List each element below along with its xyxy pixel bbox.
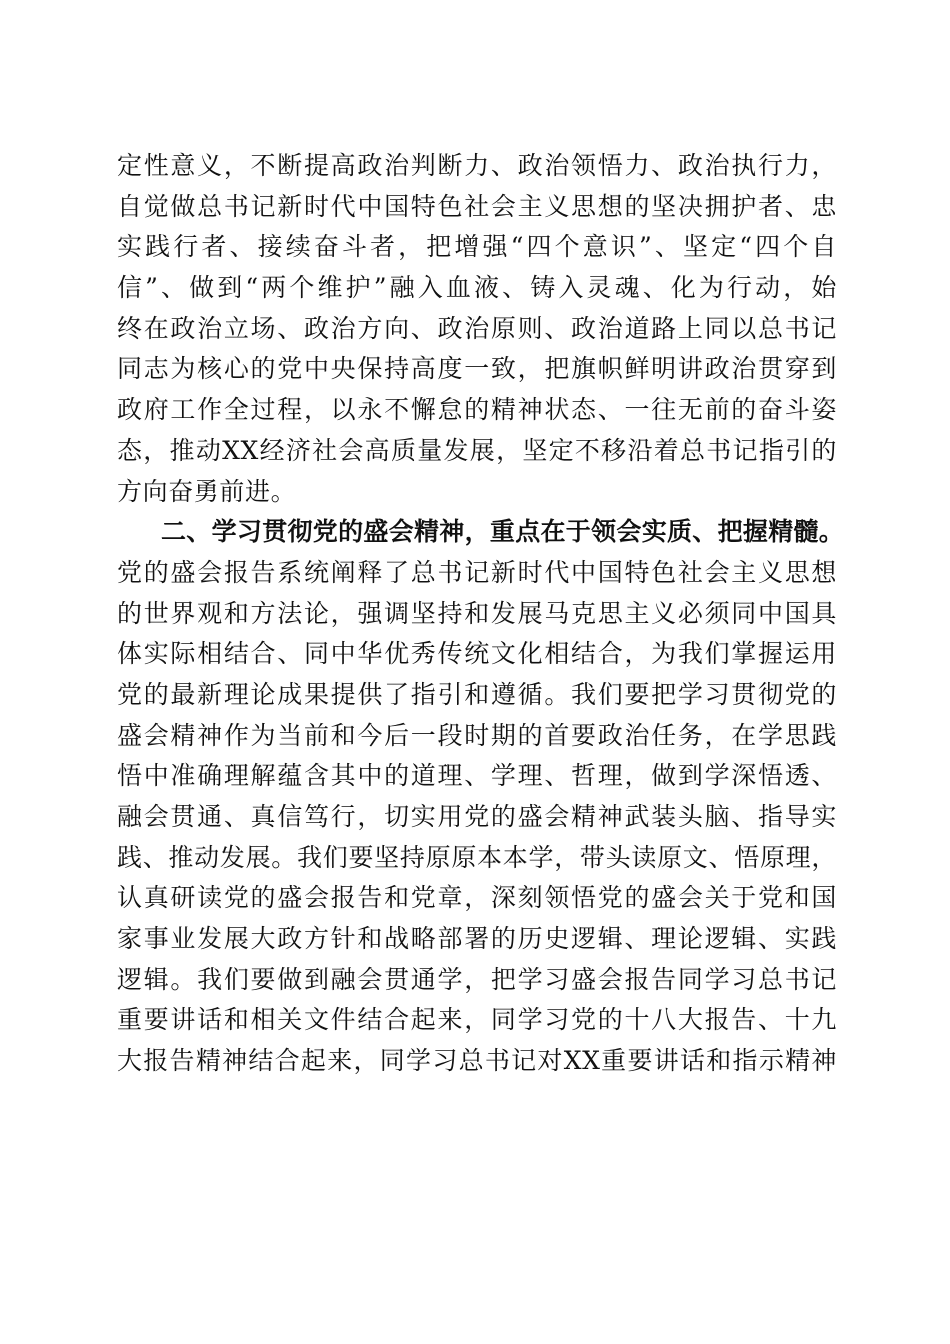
text-line: 体实际相结合、同中华优秀传统文化相结合，为我们掌握运用	[117, 639, 837, 669]
text-line: 方向奋勇前进。	[117, 476, 297, 506]
text-line: 践、推动发展。我们要坚持原原本本学，带头读原文、悟原理，	[117, 842, 837, 872]
text-line: 党的盛会报告系统阐释了总书记新时代中国特色社会主义思想	[117, 557, 837, 587]
text-line: 终在政治立场、政治方向、政治原则、政治道路上同以总书记	[117, 313, 837, 343]
text-line: 逻辑。我们要做到融会贯通学，把学习盛会报告同学习总书记	[117, 964, 837, 994]
text-line: 重要讲话和相关文件结合起来，同学习党的十八大报告、十九	[117, 1005, 837, 1035]
text-line: 态，推动XX经济社会高质量发展，坚定不移沿着总书记指引的	[117, 435, 837, 465]
text-line: 信”、做到“两个维护”融入血液、铸入灵魂、化为行动，始	[117, 273, 837, 303]
body-text	[117, 146, 845, 1082]
text-line: 的世界观和方法论，强调坚持和发展马克思主义必须同中国具	[117, 598, 837, 628]
text-line: 党的最新理论成果提供了指引和遵循。我们要把学习贯彻党的	[117, 679, 837, 709]
section-heading: 二、学习贯彻党的盛会精神，重点在于领会实质、把握精髓。	[161, 517, 845, 547]
text-line: 实践行者、接续奋斗者，把增强“四个意识”、坚定“四个自	[117, 232, 837, 262]
text-line: 家事业发展大政方针和战略部署的历史逻辑、理论逻辑、实践	[117, 924, 837, 954]
text-line: 政府工作全过程，以永不懈怠的精神状态、一往无前的奋斗姿	[117, 395, 837, 425]
text-line: 融会贯通、真信笃行，切实用党的盛会精神武装头脑、指导实	[117, 802, 837, 831]
text-line: 定性意义，不断提高政治判断力、政治领悟力、政治执行力，	[117, 151, 837, 180]
text-line: 同志为核心的党中央保持高度一致，把旗帜鲜明讲政治贯穿到	[117, 354, 837, 384]
text-line: 悟中准确理解蕴含其中的道理、学理、哲理，做到学深悟透、	[117, 761, 837, 791]
text-line: 大报告精神结合起来，同学习总书记对XX重要讲话和指示精神	[117, 1046, 837, 1076]
text-line: 认真研读党的盛会报告和党章，深刻领悟党的盛会关于党和国	[117, 883, 837, 913]
text-line: 盛会精神作为当前和今后一段时期的首要政治任务，在学思践	[117, 720, 837, 750]
text-line: 自觉做总书记新时代中国特色社会主义思想的坚决拥护者、忠	[117, 191, 837, 221]
